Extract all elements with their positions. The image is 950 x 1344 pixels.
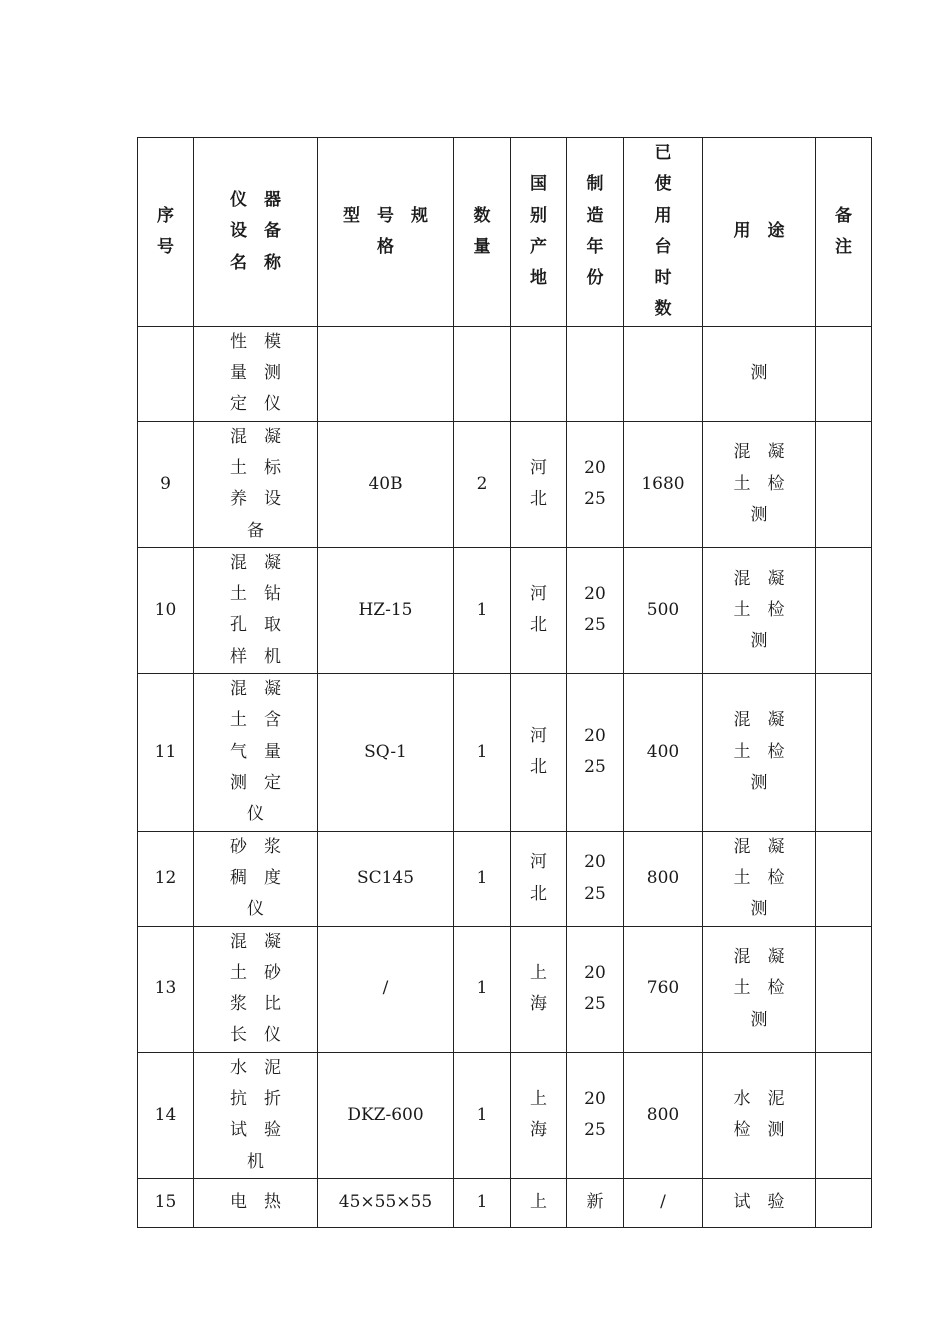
- cell-hours: 400: [624, 674, 703, 831]
- cell-use-line: 混 凝: [733, 568, 785, 589]
- cell-seq: 9: [138, 421, 194, 547]
- cell-origin-line: 上: [530, 962, 547, 983]
- cell-name: [194, 926, 318, 1052]
- cell-name-line: 土 含: [230, 710, 281, 731]
- cell-use-line: 测: [750, 899, 768, 920]
- cell-seq: 11: [138, 674, 194, 831]
- cell-name-line: 土 钻: [230, 584, 281, 605]
- cell-name-line: 试 验: [230, 1120, 281, 1141]
- cell-remark: [816, 831, 872, 926]
- cell-use-line: 混 凝: [733, 442, 785, 463]
- cell-year-line: 新: [586, 1192, 604, 1213]
- cell-remark: [816, 926, 872, 1052]
- header-seq: [138, 138, 194, 327]
- cell-name-line: 备: [247, 520, 264, 541]
- header-model-line: 格: [377, 236, 394, 257]
- cell-origin-line: 河: [530, 852, 547, 873]
- header-qty-line: 数: [473, 205, 491, 226]
- header-seq-line: 序: [157, 205, 174, 226]
- cell-year: [567, 1178, 624, 1227]
- cell-use: [703, 674, 816, 831]
- cell-name-line: 土 砂: [230, 962, 281, 983]
- cell-origin: [511, 1052, 567, 1178]
- cell-origin-line: 河: [530, 584, 547, 605]
- header-origin-line: 国: [530, 174, 547, 195]
- cell-hours: 760: [624, 926, 703, 1052]
- table-row: [138, 326, 872, 421]
- cell-use-line: 混 凝: [733, 947, 785, 968]
- table-row: [138, 1052, 872, 1178]
- cell-year: [567, 831, 624, 926]
- cell-qty: 1: [454, 1178, 511, 1227]
- cell-name-line: 土 标: [230, 457, 281, 478]
- cell-year: [567, 421, 624, 547]
- cell-origin-line: 上: [530, 1192, 547, 1213]
- cell-year: [567, 674, 624, 831]
- cell-use-line: 检 测: [733, 1120, 785, 1141]
- cell-use-line: 水 泥: [733, 1089, 785, 1110]
- header-use-line: 用 途: [733, 221, 785, 242]
- cell-name-line: 仪: [247, 804, 264, 825]
- cell-use-line: 土 检: [733, 741, 785, 762]
- cell-hours: [624, 326, 703, 421]
- cell-origin: [511, 421, 567, 547]
- cell-year-line: 20: [584, 457, 606, 478]
- cell-origin-line: 河: [530, 725, 547, 746]
- cell-origin-line: 海: [530, 994, 547, 1015]
- cell-year: [567, 326, 624, 421]
- cell-use: [703, 421, 816, 547]
- cell-qty: 1: [454, 674, 511, 831]
- cell-use: [703, 326, 816, 421]
- table-row: [138, 674, 872, 831]
- cell-use-line: 土 检: [733, 473, 785, 494]
- header-origin-line: 产: [530, 236, 547, 257]
- cell-hours: /: [624, 1178, 703, 1227]
- cell-use-line: 测: [750, 1009, 768, 1030]
- cell-hours: 800: [624, 1052, 703, 1178]
- table-row: [138, 926, 872, 1052]
- cell-hours: 500: [624, 547, 703, 673]
- cell-model: DKZ-600: [318, 1052, 454, 1178]
- cell-year-line: 25: [584, 883, 606, 904]
- cell-name-line: 混 凝: [230, 552, 281, 573]
- cell-model: SC145: [318, 831, 454, 926]
- cell-origin: [511, 831, 567, 926]
- cell-name-line: 稠 度: [230, 867, 281, 888]
- header-row: [138, 138, 872, 327]
- cell-origin-line: 北: [530, 489, 547, 510]
- cell-name-line: 混 凝: [230, 679, 281, 700]
- cell-origin: [511, 547, 567, 673]
- cell-name-line: 性 模: [230, 331, 281, 352]
- table-row: [138, 831, 872, 926]
- cell-use-line: 测: [750, 504, 768, 525]
- cell-year-line: 20: [584, 852, 606, 873]
- cell-name: [194, 674, 318, 831]
- cell-use-line: 混 凝: [733, 710, 785, 731]
- cell-model: 45×55×55: [318, 1178, 454, 1227]
- header-remark: [816, 138, 872, 327]
- cell-name-line: 浆 比: [230, 994, 281, 1015]
- cell-name: [194, 326, 318, 421]
- header-remark-line: 备: [835, 205, 852, 226]
- cell-seq: 14: [138, 1052, 194, 1178]
- cell-name-line: 抗 折: [230, 1089, 281, 1110]
- header-hours-line: 使: [654, 174, 672, 195]
- header-qty: [454, 138, 511, 327]
- cell-seq: 10: [138, 547, 194, 673]
- cell-name-line: 仪: [247, 899, 264, 920]
- cell-qty: 1: [454, 831, 511, 926]
- cell-remark: [816, 674, 872, 831]
- cell-remark: [816, 547, 872, 673]
- cell-name-line: 电 热: [230, 1192, 281, 1213]
- cell-use-line: 混 凝: [733, 836, 785, 857]
- cell-use-line: 土 检: [733, 867, 785, 888]
- cell-year-line: 25: [584, 1120, 606, 1141]
- cell-model: 40B: [318, 421, 454, 547]
- table-body: [138, 138, 872, 1228]
- cell-year: [567, 926, 624, 1052]
- cell-origin: [511, 926, 567, 1052]
- table-row: [138, 547, 872, 673]
- equipment-table: [137, 137, 872, 1228]
- cell-model: SQ-1: [318, 674, 454, 831]
- cell-seq: [138, 326, 194, 421]
- cell-model: HZ-15: [318, 547, 454, 673]
- cell-year-line: 25: [584, 994, 606, 1015]
- cell-hours: 800: [624, 831, 703, 926]
- header-name: [194, 138, 318, 327]
- cell-year: [567, 1052, 624, 1178]
- table-row: [138, 421, 872, 547]
- cell-remark: [816, 421, 872, 547]
- cell-name: [194, 547, 318, 673]
- cell-origin: [511, 674, 567, 831]
- cell-model: [318, 326, 454, 421]
- header-year-line: 份: [586, 268, 604, 289]
- cell-name-line: 水 泥: [230, 1057, 281, 1078]
- cell-remark: [816, 1178, 872, 1227]
- cell-seq: 12: [138, 831, 194, 926]
- cell-use: [703, 1052, 816, 1178]
- header-year-line: 制: [586, 174, 604, 195]
- cell-origin-line: 河: [530, 457, 547, 478]
- cell-name-line: 混 凝: [230, 426, 281, 447]
- header-origin: [511, 138, 567, 327]
- cell-year-line: 20: [584, 584, 606, 605]
- header-hours-line: 用: [654, 205, 672, 226]
- cell-name-line: 气 量: [230, 741, 281, 762]
- header-use: [703, 138, 816, 327]
- cell-remark: [816, 1052, 872, 1178]
- cell-year: [567, 547, 624, 673]
- cell-name: [194, 1052, 318, 1178]
- cell-use: [703, 831, 816, 926]
- cell-use-line: 测: [750, 772, 768, 793]
- header-year-line: 年: [586, 236, 604, 257]
- cell-seq: 13: [138, 926, 194, 1052]
- header-origin-line: 别: [530, 205, 547, 226]
- header-hours-line: 台: [654, 236, 672, 257]
- header-hours: [624, 138, 703, 327]
- cell-year-line: 25: [584, 489, 606, 510]
- cell-model: /: [318, 926, 454, 1052]
- cell-use-line: 土 检: [733, 978, 785, 999]
- cell-seq: 15: [138, 1178, 194, 1227]
- cell-name: [194, 421, 318, 547]
- cell-name-line: 孔 取: [230, 615, 281, 636]
- cell-name-line: 混 凝: [230, 931, 281, 952]
- cell-name: [194, 1178, 318, 1227]
- cell-year-line: 25: [584, 757, 606, 778]
- cell-year-line: 20: [584, 725, 606, 746]
- cell-use-line: 测: [750, 631, 768, 652]
- cell-qty: 2: [454, 421, 511, 547]
- cell-use-line: 试 验: [733, 1192, 785, 1213]
- cell-name-line: 长 仪: [230, 1025, 281, 1046]
- header-hours-line: 数: [654, 299, 672, 320]
- header-year-line: 造: [586, 205, 604, 226]
- header-seq-line: 号: [157, 236, 174, 257]
- cell-use-line: 测: [750, 363, 768, 384]
- cell-remark: [816, 326, 872, 421]
- cell-qty: 1: [454, 1052, 511, 1178]
- cell-origin-line: 上: [530, 1089, 547, 1110]
- header-name-line: 设 备: [230, 221, 281, 242]
- cell-name-line: 定 仪: [230, 394, 281, 415]
- cell-name-line: 量 测: [230, 363, 281, 384]
- table-row: [138, 1178, 872, 1227]
- cell-qty: [454, 326, 511, 421]
- cell-name-line: 养 设: [230, 489, 281, 510]
- cell-name-line: 测 定: [230, 772, 281, 793]
- cell-hours: 1680: [624, 421, 703, 547]
- cell-year-line: 20: [584, 1089, 606, 1110]
- cell-origin: [511, 326, 567, 421]
- header-name-line: 名 称: [230, 252, 281, 273]
- cell-origin-line: 北: [530, 615, 547, 636]
- cell-name-line: 机: [247, 1151, 264, 1172]
- cell-year-line: 20: [584, 962, 606, 983]
- cell-use-line: 土 检: [733, 599, 785, 620]
- cell-use: [703, 926, 816, 1052]
- header-year: [567, 138, 624, 327]
- header-model: [318, 138, 454, 327]
- cell-year-line: 25: [584, 615, 606, 636]
- cell-origin-line: 北: [530, 883, 547, 904]
- cell-use: [703, 547, 816, 673]
- cell-name: [194, 831, 318, 926]
- cell-qty: 1: [454, 926, 511, 1052]
- header-hours-line: 已: [654, 143, 672, 163]
- header-name-line: 仪 器: [230, 189, 281, 210]
- cell-qty: 1: [454, 547, 511, 673]
- header-remark-line: 注: [835, 236, 852, 257]
- cell-origin-line: 北: [530, 757, 547, 778]
- cell-name-line: 砂 浆: [230, 836, 281, 857]
- cell-origin: [511, 1178, 567, 1227]
- header-hours-line: 时: [654, 268, 672, 289]
- header-qty-line: 量: [473, 236, 491, 257]
- header-model-line: 型 号 规: [343, 205, 428, 226]
- cell-origin-line: 海: [530, 1120, 547, 1141]
- cell-name-line: 样 机: [230, 646, 281, 667]
- header-origin-line: 地: [530, 268, 547, 289]
- cell-use: [703, 1178, 816, 1227]
